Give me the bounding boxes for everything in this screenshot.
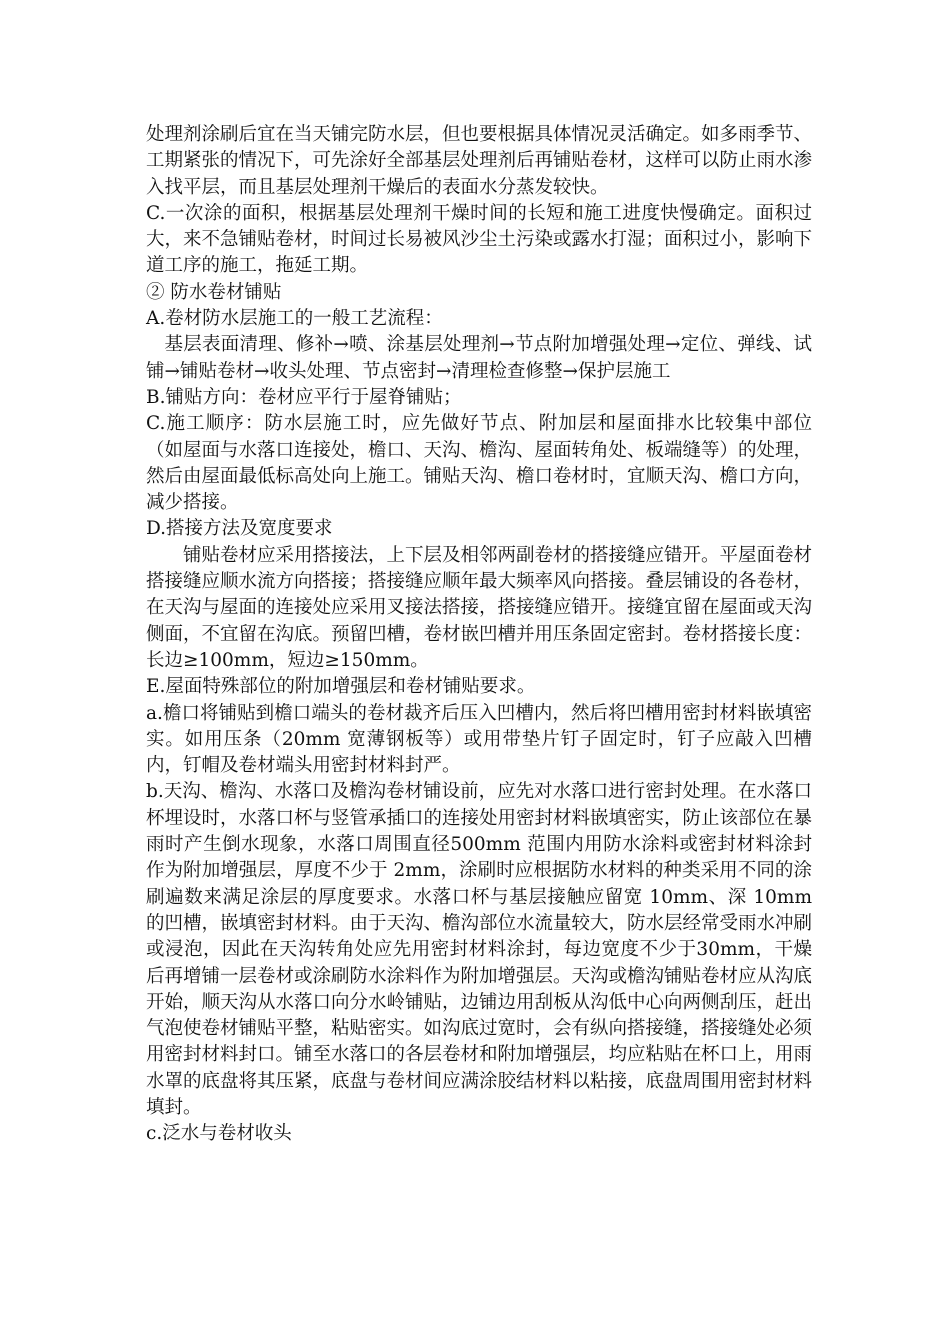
paragraph-b-direction: B.铺贴方向：卷材应平行于屋脊铺贴； (146, 386, 462, 408)
paragraph-d-heading: D.搭接方法及宽度要求 (146, 518, 333, 540)
paragraph-e-heading: E.屋面特殊部位的附加增强层和卷材铺贴要求。 (146, 676, 536, 698)
paragraph-primer-timing: 处理剂涂刷后宜在当天铺完防水层，但也要根据具体情况灵活确定。如多雨季节、工期紧张的情况下，可先涂好全部基层处理剂后再铺贴卷材，这样可以防止雨水渗入找平层，而且基层处理剂干燥后的表面水分蒸发较快。 (146, 124, 813, 198)
paragraph-a-eaves: a.檐口将铺贴到檐口端头的卷材裁齐后压入凹槽内，然后将凹槽用密封材料嵌填密实。如用压条（20mm 宽薄钢板等）或用带垫片钉子固定时，钉子应敲入凹槽内，钉帽及卷材端头用密封材料封严。 (146, 702, 812, 777)
paragraph-c-coating-area: C.一次涂的面积，根据基层处理剂干燥时间的长短和施工进度快慢确定。面积过大，来不急铺贴卷材，时间过长易被风沙尘土污染或露水打湿；面积过小，影响下道工序的施工，拖延工期。 (146, 202, 813, 277)
paragraph-a-process-heading: A.卷材防水层施工的一般工艺流程： (146, 308, 443, 330)
paragraph-c-sequence: C.施工顺序：防水层施工时，应先做好节点、附加层和屋面排水比较集中部位（如屋面与水落口连接处，檐口、天沟、檐沟、屋面转角处、板端缝等）的处理，然后由屋面最低标高处向上施工。铺贴天沟、檐口卷材时，宜顺天沟、檐口方向，减少搭接。 (146, 413, 813, 514)
document-body (146, 122, 812, 1148)
paragraph-process-flow: 基层表面清理、修补→喷、涂基层处理剂→节点附加增强处理→定位、弹线、试铺→铺贴卷材→收头处理、节点密封→清理检查修整→保护层施工 (146, 334, 812, 382)
paragraph-b-gutter: b.天沟、檐沟、水落口及檐沟卷材铺设前，应先对水落口进行密封处理。在水落口杯埋设时，水落口杯与竖管承插口的连接处用密封材料嵌填密实，防止该部位在暴雨时产生倒水现象，水落口周围直径500mm 范围内用防水涂料或密封材料涂封作为附加增强层，厚度不少于 2mm，涂刷时应根据防水材料的种类采用不同的涂刷遍数来满足涂层的厚度要求。水落口杯与基层接触应留宽 10mm、深 10mm 的凹槽，嵌填密封材料。由于天沟、檐沟部位水流量较大，防水层经常受雨水冲刷或浸泡，因此在天沟转角处应先用密封材料涂封，每边宽度不少于30mm，干燥后再增铺一层卷材或涂刷防水涂料作为附加增强层。天沟或檐沟铺贴卷材应从沟底开始，顺天沟从水落口向分水岭铺贴，边铺边用刮板从沟低中心向两侧刮压，赶出气泡使卷材铺贴平整，粘贴密实。如沟底过宽时，会有纵向搭接缝，搭接缝处必须用密封材料封口。铺至水落口的各层卷材和附加增强层，均应粘贴在杯口上，用雨水罩的底盘将其压紧，底盘与卷材间应满涂胶结材料以粘接，底盘周围用密封材料填封。 (146, 781, 813, 1118)
paragraph-c-flashing-heading: c.泛水与卷材收头 (146, 1123, 292, 1145)
paragraph-lap-method: 铺贴卷材应采用搭接法，上下层及相邻两副卷材的搭接缝应错开。平屋面卷材搭接缝应顺水流方向搭接；搭接缝应顺年最大频率风向搭接。叠层铺设的各卷材，在天沟与屋面的连接处应采用叉接法搭接，搭接缝应错开。接缝宜留在屋面或天沟侧面，不宜留在沟底。预留凹槽，卷材嵌凹槽并用压条固定密封。卷材搭接长度：长边≥100mm，短边≥150mm。 (146, 544, 813, 671)
section-heading-membrane-laying: ② 防水卷材铺贴 (146, 281, 282, 303)
